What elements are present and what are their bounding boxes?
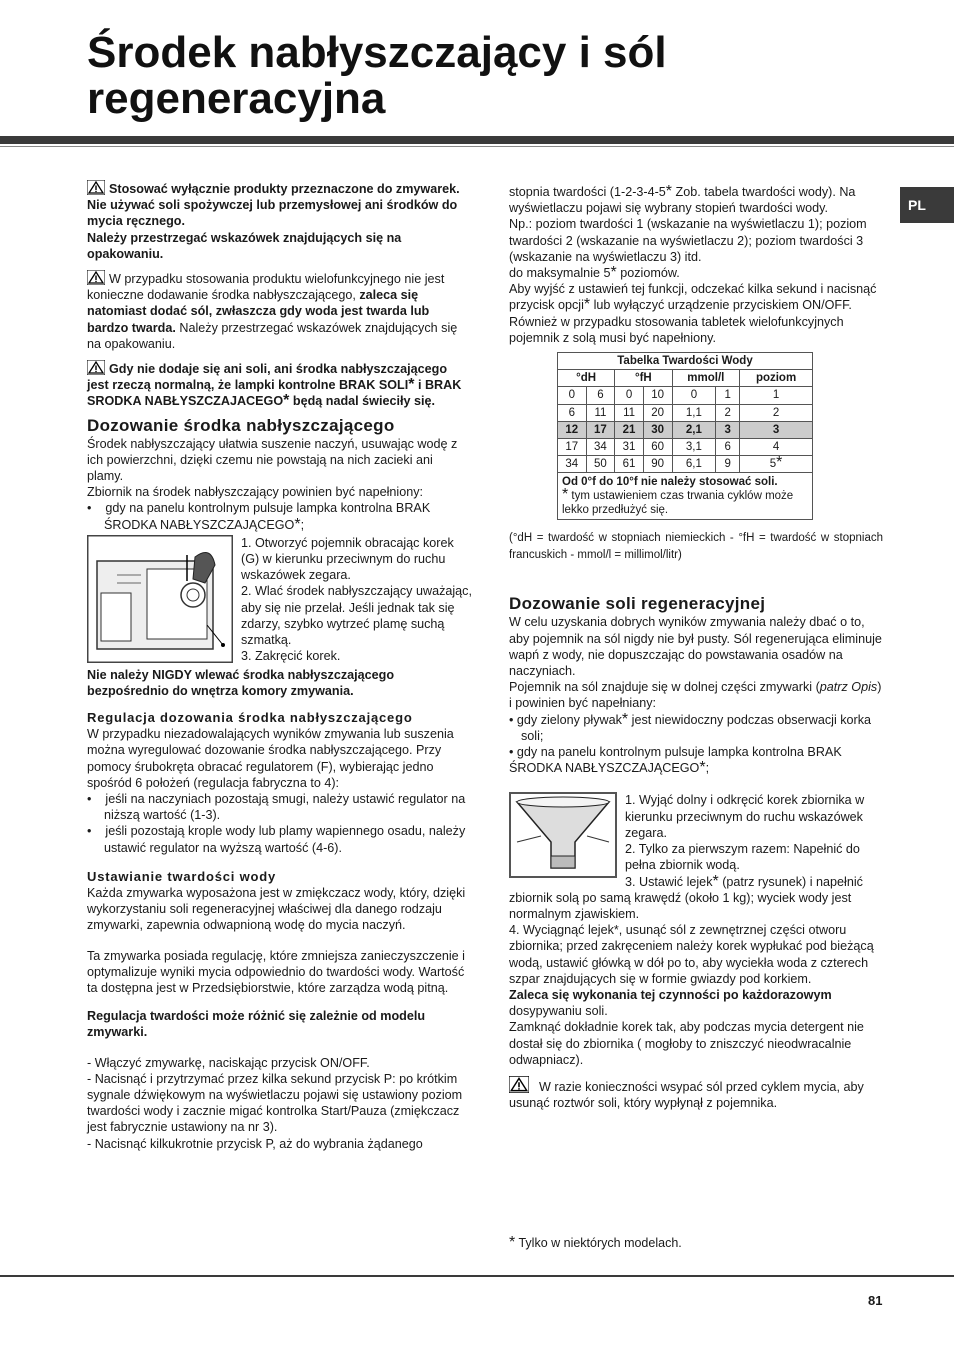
warning-icon (509, 1076, 529, 1093)
rinse-aid-heading: Dozowanie środka nabłyszczającego (87, 415, 395, 435)
table-row: 0 6 0 10 0 1 1 (558, 387, 813, 404)
salt-heading: Dozowanie soli regeneracyjnej (509, 594, 766, 614)
right-column: stopnia twardości (1-2-3-4-5* Zob. tabela twardości wody). Na wyświetlaczu pojawi się wybrany stopień twardości wody. Np.: poziom twardości 1 (wskazanie na wyświetlaczu 1); poziom twardości 2 (wskazanie na wyświetlaczu 2); poziom twardości 3 (wskazanie na wyświetlaczu 3) itd. do maksymalnie 5* poziomów. Aby wyjść z ustawień tej funkcji, odczekać kilka sekund i nacisnąć przycisk opcji* lub wyłączyć urządzenie przyciskiem ON/OFF. Również w przypadku stosowania tabletek wielofunkcyjnych pojemnik z solą musi być napełniony. Tabelka Twardości Wody °dH °fH mmol/l poziom 0 6 0 10 0 1 1 6 11 11 20 1,1 2 2 12 17 21 30 2,1 3 3 17 34 31 60 3,1 6 4 34 50 61 90 6,1 9 5* Od 0°f do 10°f nie należy stosować soli. * tym ustawieniem czas trwania cyklów może lekko przedłużyć się. (°dH = twardość w stopniach niemieckich - °fH = twardość w stopniach francuskich - mmol/l = millimol/litr) Dozowanie soli regeneracyjnej W celu uzyskania dobrych wyników zmywania należy dbać o to, aby pojemnik na sól nigdy nie był pusty. Sól regenerująca eliminuje wapń z wody, nie dopuszczając do powstawania osadów na naczyniach. Pojemnik na sól znajduje się w dolnej części zmywarki (patrz Opis) i powinien być napełniany: • gdy zielony pływak* jest niewidoczny podczas obserwacji korka soli; • gdy na panelu kontrolnym pulsuje lampka kontrolna BRAK ŚRODKA NABŁYSZCZAJĄCEGO*; 1. Wyjąć dolny i odkręcić korek zbiornika w kierunku przeciwnym do ruchu wskazówek zegara. 2. Tylko za pierwszym razem: Napełnić do pełna zbiornik wodą. 3. Ustawić lejek* (patrz rysunek) i napełnić zbiornik solą po samą krawędź (około 1 kg); wyciek wody jest normalnym zjawiskiem. 4. Wyciągnąć lejek*, usunąć sól z zewnętrznej części otworu zbiornika; przed zakręceniem należy korek wypłukać pod bieżącą wodą, ustawić główką w dół po to, aby wyciekła woda z czterech szpar znajdujących się w formie gwiazdy pod korkiem. Zaleca się wykonania tej czynności po każdorazowym dosypywaniu soli. Zamknąć dokładnie korek tak, aby podczas mycia detergent nie dostał się do zbiornika ( mogłoby to zniszczyć nieodwracalnie odwapniacz). W razie konieczności wsypać sól przed cyklem mycia, aby usunąć roztwór soli, który wypłynął z pojemnika. (509, 183, 883, 1111)
table-note: Od 0°f do 10°f nie należy stosować soli. * tym ustawieniem czas trwania cyklów może lekko przedłużyć się. (558, 473, 813, 520)
page-number: 81 (868, 1293, 883, 1308)
page-title: Środek nabłyszczający i sól regeneracyjna (87, 28, 667, 123)
table-row: 17 34 31 60 3,1 6 4 (558, 439, 813, 456)
hardness-text-2: Ta zmywarka posiada regulację, które zmniejsza zanieczyszczenie i optymalizuje wyniki mycia odpowiednio do twardości wody. Wartość ta dostępna jest w Przedsiębiorstwie, które zarządza wodą pitną. (87, 948, 465, 995)
hardness-model-note: Regulacja twardości może różnić się zależnie od modelu zmywarki. (87, 1009, 426, 1040)
regulation-heading: Regulacja dozowania środka nabłyszczającego (87, 710, 413, 726)
warning-indicators: Gdy nie dodaje się ani soli, ani środka nabłyszczającego jest rzeczą normalną, że lampki kontrolne BRAK SOLI* i BRAK SRODKA NABŁYSZCZAJACEGO* będą nadal świeciły się. (87, 362, 462, 410)
warning-multifunction: W przypadku stosowania produktu wielofunkcyjnego nie jest konieczne dodawanie środka nabłyszczającego, zaleca się natomiast dodać sól, zwłaszcza gdy woda jest twarda lub bardzo twarda. Należy przestrzegać wskazówek znajdujących się na opakowaniu. (87, 272, 458, 351)
bottom-rule (0, 1275, 954, 1277)
table-row: 6 11 11 20 1,1 2 2 (558, 404, 813, 421)
salt-warning: W razie konieczności wsypać sól przed cyklem mycia, aby usunąć roztwór soli, który wypłynął z pojemnika. (509, 1076, 883, 1111)
hardness-heading: Ustawianie twardości wody (87, 868, 277, 884)
left-column: Stosować wyłącznie produkty przeznaczone do zmywarek. Nie używać soli spożywczej lub przemysłowej ani środków do mycia ręcznego. Należy przestrzegać wskazówek znajdujących się na opakowaniu. W przypadku stosowania produktu wielofunkcyjnego nie jest konieczne dodawanie środka nabłyszczającego, zaleca się natomiast dodać sól, zwłaszcza gdy woda jest twarda lub bardzo twarda. Należy przestrzegać wskazówek znajdujących się na opakowaniu. Gdy nie dodaje się ani soli, ani środka nabłyszczającego jest rzeczą normalną, że lampki kontrolne BRAK SOLI* i BRAK SRODKA NABŁYSZCZAJACEGO* będą nadal świeciły się. Dozowanie środka nabłyszczającego Środek nabłyszczający ułatwia suszenie naczyń, usuwając wodę z ich powierzchni, dzięki czemu nie powstają na nich zacieki ani plamy. Zbiornik na środek nabłyszczający powinien być napełniony: • gdy na panelu kontrolnym pulsuje lampka kontrolna BRAK ŚRODKA NABŁYSZCZAJĄCEGO*; 1. Otworzyć pojemnik obracając korek (G) w kierunku przeciwnym do ruchu wskazówek zegara. 2. Wlać środek nabłyszczający uważając, aby się nie przelał. Jeśli jednak tak się zdarzy, szybko wytrzeć plamę suchą szmatką. 3. Zakręcić korek. Nie należy NIGDY wlewać środka nabłyszczającego bezpośrednio do wnętrza komory zmywania. Regulacja dozowania środka nabłyszczającego W przypadku niezadowalających wyników zmywania lub suszenia można wyregulować dozowanie środka nabłyszczającego. Przy pomocy śrubokręta obracać regulatorem (F), wybierając jedno spośród 6 położeń (regulacja fabryczna to 4): • jeśli na naczyniach pozostają smugi, należy ustawić regulator na niższą wartość (1-3). • jeśli pozostają krople wody lub plamy wapiennego osadu, należy ustawić regulator na wyższą wartość (4-6). Ustawianie twardości wody Każda zmywarka wyposażona jest w zmiękczacz wody, który, dzięki wykorzystaniu soli regeneracyjnej właściwej dla danego rodzaju zmywarki, zapewnia odwapnioną wodę do mycia naczyń. Ta zmywarka posiada regulację, które zmniejsza zanieczyszczenie i optymalizuje wyniki mycia odpowiednio do twardości wody. Wartość ta dostępna jest w Przedsiębiorstwie, które zarządza wodą pitną. Regulacja twardości może różnić się zależnie od modelu zmywarki. - Włączyć zmywarkę, naciskając przycisk ON/OFF. - Nacisnąć i przytrzymać przez kilka sekund przycisk P: po krótkim sygnale dźwiękowym na wyświetlaczu pojawi się ustawiony poziom twardości wody i zacznie migać kontrolka Start/Pauza (zmiękczacz jest fabrycznie ustawiony na nr 3). - Nacisnąć kilkukrotnie przycisk P, aż do wybrania żądanego (87, 182, 472, 1151)
units-legend: (°dH = twardość w stopniach niemieckich - °fH = twardość w stopniach francuskich - mmol/l = millimol/litr) (509, 532, 883, 562)
table-row-default: 12 17 21 30 2,1 3 3 (558, 421, 813, 438)
table-row: 34 50 61 90 6,1 9 5* (558, 456, 813, 473)
rinse-aid-dispenser-figure (87, 535, 233, 663)
salt-funnel-figure (509, 792, 617, 878)
rinse-aid-bullet: • gdy na panelu kontrolnym pulsuje lampka kontrolna BRAK ŚRODKA NABŁYSZCZAJĄCEGO*; (87, 501, 431, 533)
hardness-text-1: Każda zmywarka wyposażona jest w zmiękczacz wody, który, dzięki wykorzystaniu soli regeneracyjnej właściwej dla danego rodzaju zmywarki, zapewnia odwapnioną wodę do mycia naczyń. (87, 885, 466, 933)
rinse-aid-never: Nie należy NIGDY wlewać środka nabłyszczającego bezpośrednio do wnętrza komory zmywania. (87, 667, 395, 699)
warning-icon (87, 360, 105, 375)
rinse-aid-fill: Zbiornik na środek nabłyszczający powinien być napełniony: (87, 485, 424, 500)
water-hardness-table: Tabelka Twardości Wody °dH °fH mmol/l poziom 0 6 0 10 0 1 1 6 11 11 20 1,1 2 2 12 17 21 30 2,1 3 3 17 34 31 60 3,1 6 4 34 50 61 90 6,1 9 5* Od 0°f do 10°f nie należy stosować soli. * tym ustawieniem czas trwania cyklów może lekko przedłużyć się. (557, 352, 813, 520)
warning-products: Stosować wyłącznie produkty przeznaczone do zmywarek. Nie używać soli spożywczej lub przemysłowej ani środków do mycia ręcznego. Należy przestrzegać wskazówek znajdujących się na opakowaniu. (87, 182, 460, 261)
regulation-text: W przypadku niezadowalających wyników zmywania lub suszenia można wyregulować dozowanie środka nabłyszczającego. Przy pomocy śrubokręta obracać regulatorem (F), wybierając jedno spośród 6 położeń (regulacja fabryczna to 4): (87, 727, 454, 790)
language-tab: PL (900, 187, 954, 223)
footnote: * Tylko w niektórych modelach. (509, 1234, 682, 1251)
warning-icon (87, 270, 105, 285)
warning-icon (87, 180, 105, 195)
rinse-aid-intro: Środek nabłyszczający ułatwia suszenie naczyń, usuwając wodę z ich powierzchni, dzięki czemu nie powstają na nich zacieki ani plamy. (87, 436, 458, 484)
top-rule-thin (0, 146, 954, 147)
top-rule (0, 136, 954, 144)
